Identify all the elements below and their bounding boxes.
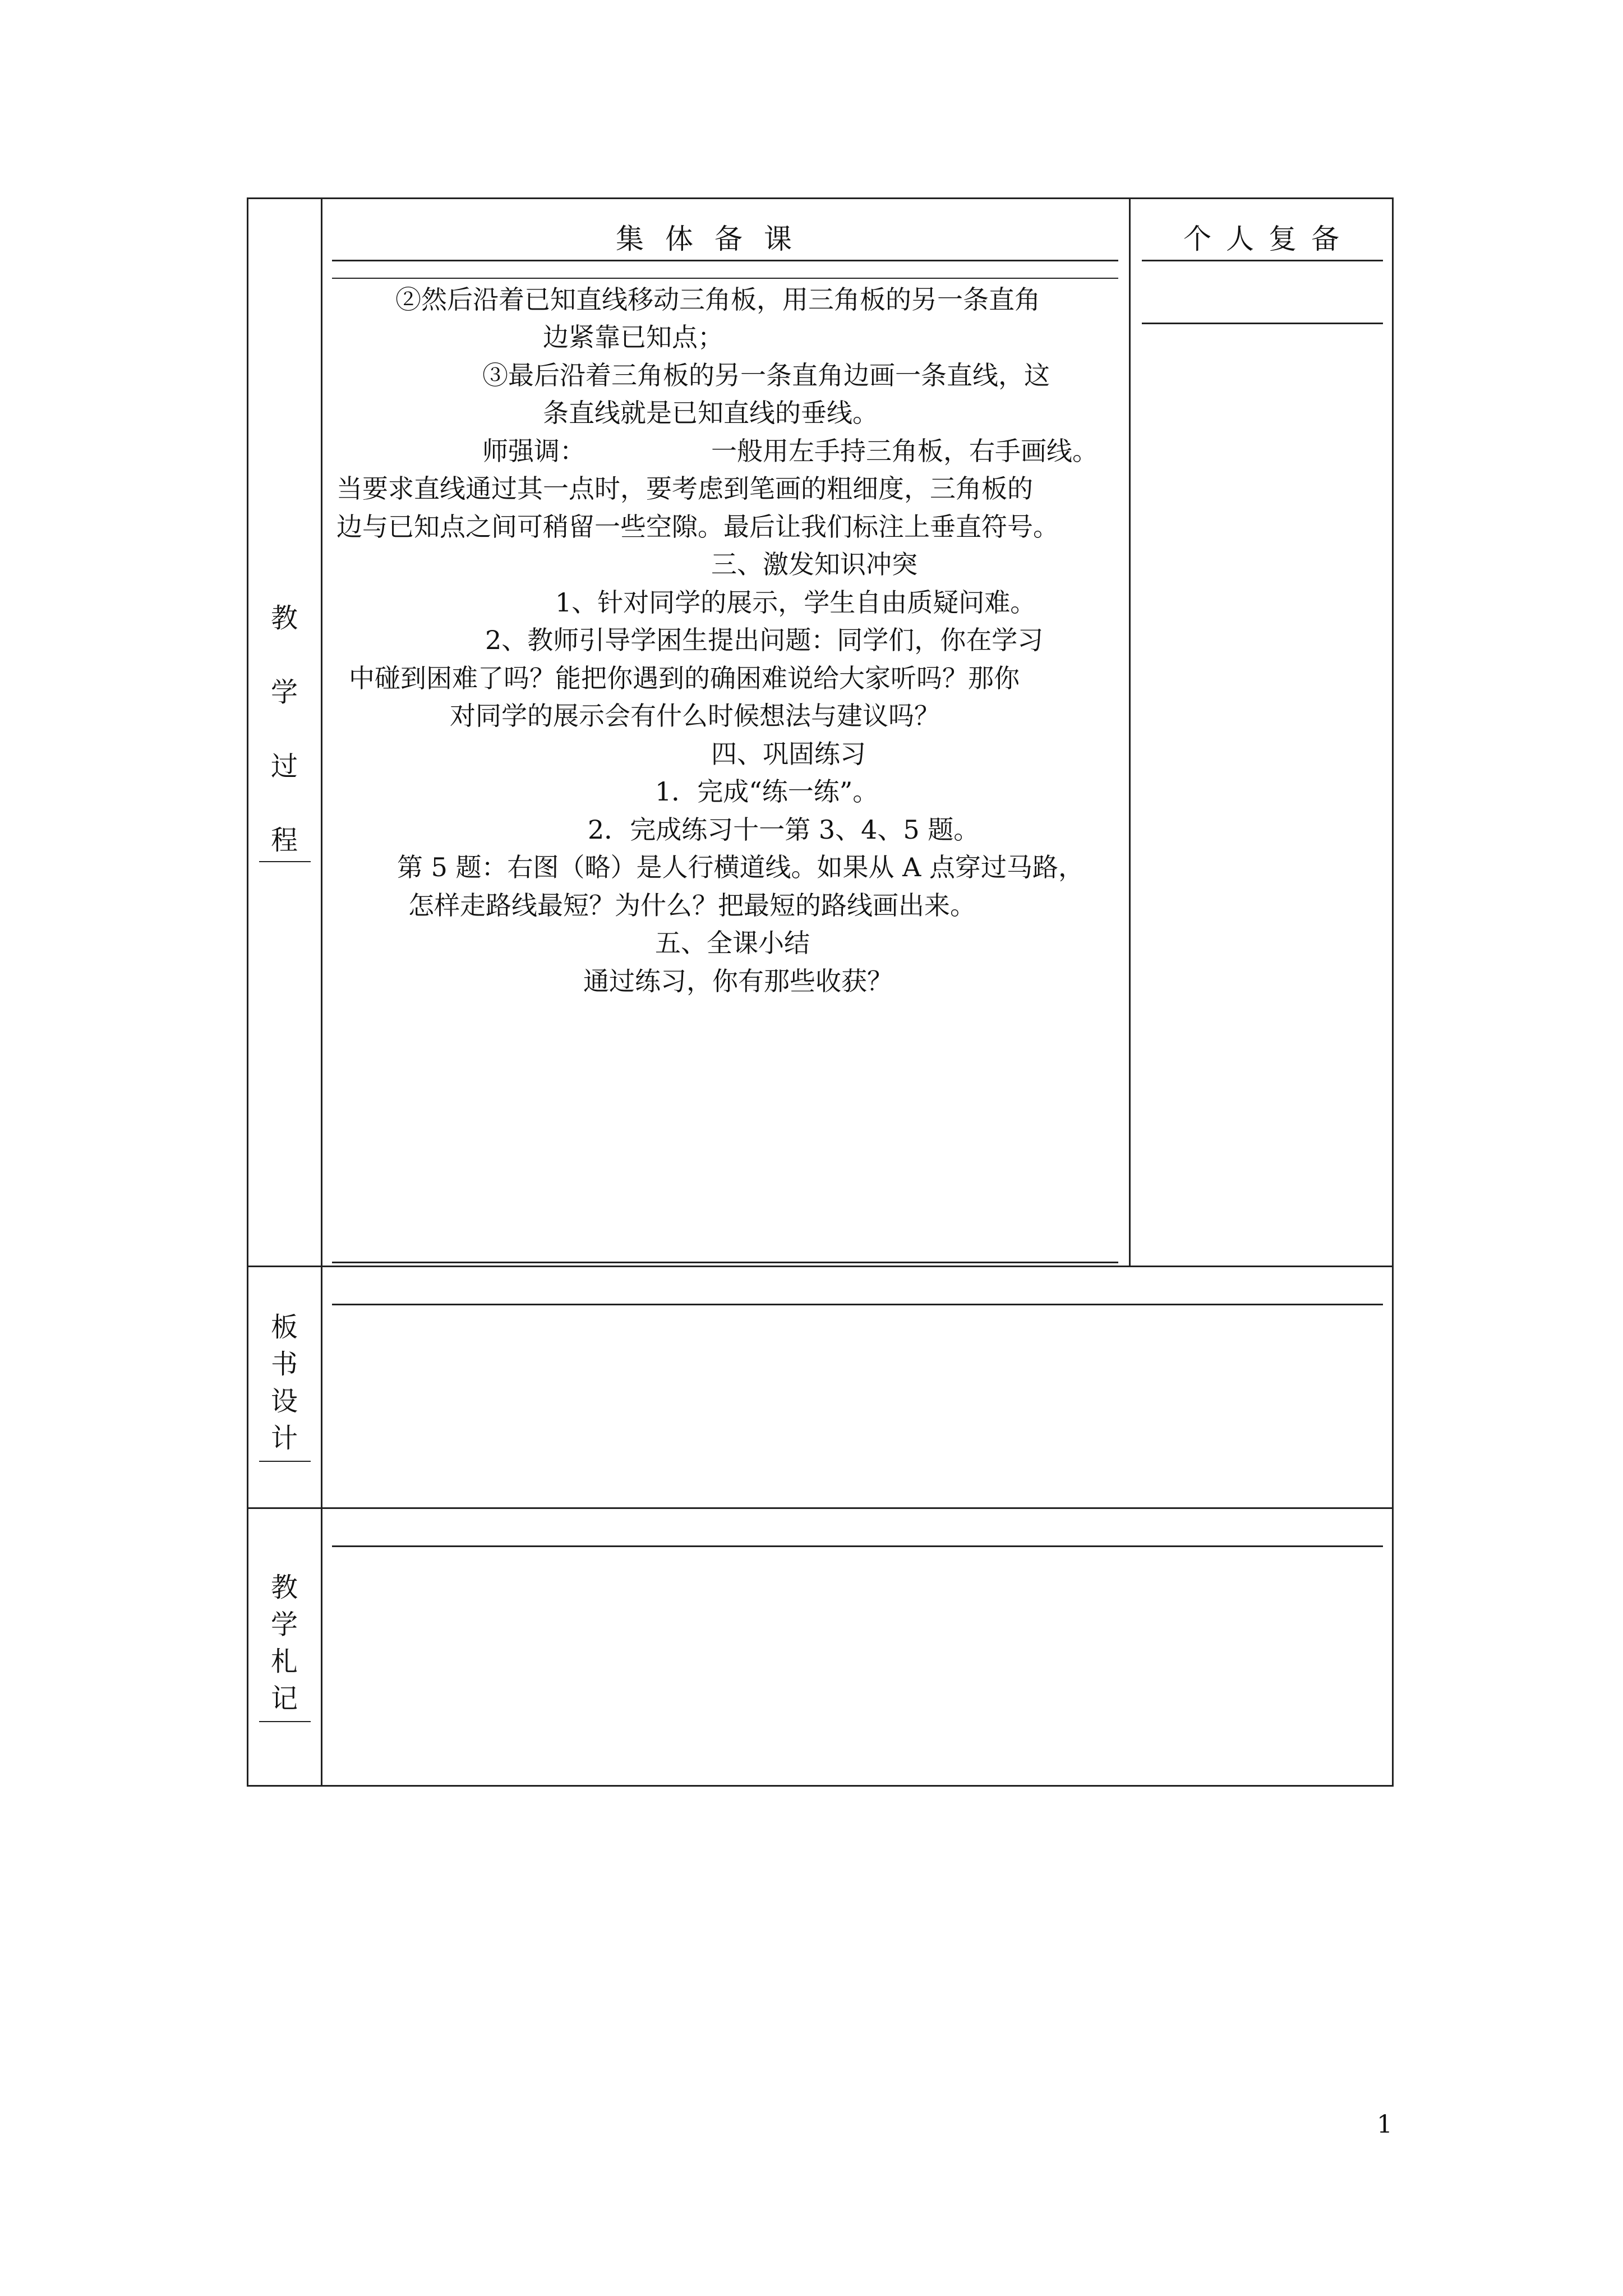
body-line: 第 5 题：右图（略）是人行横道线。如果从 A 点穿过马路， <box>397 852 1084 882</box>
table-bottom-border <box>247 1785 1394 1787</box>
body-line: 2．完成练习十一第 3、4、5 题。 <box>588 815 980 845</box>
table-row-divider-1 <box>247 1266 1394 1267</box>
body-line: 边紧靠已知点； <box>543 322 723 352</box>
body-line: 2、教师引导学困生提出问题：同学们，你在学习 <box>485 625 1044 655</box>
table-top-border <box>247 197 1394 199</box>
table-left-border <box>247 197 248 1787</box>
collective-header-underline <box>332 260 1118 261</box>
process-bottom-rule <box>332 1262 1118 1263</box>
body-line: 边与已知点之间可稍留一些空隙。最后让我们标注上垂直符号。 <box>336 512 1059 542</box>
personal-column-divider <box>1129 197 1131 1267</box>
collective-title: 集体备课 <box>616 223 813 255</box>
personal-header-underline <box>1142 260 1383 261</box>
board-label-underline <box>259 1461 311 1462</box>
board-design-rule <box>332 1304 1383 1305</box>
body-line: 条直线就是已知直线的垂线。 <box>543 398 878 428</box>
teaching-notes-rule <box>332 1545 1383 1547</box>
page-number: 1 <box>1377 2110 1393 2139</box>
body-line: 四、巩固练习 <box>711 739 866 769</box>
body-line: 一般用左手持三角板，右手画线。 <box>711 436 1098 466</box>
body-line: 怎样走路线最短？为什么？把最短的路线画出来。 <box>408 890 976 921</box>
collective-header-underline-2 <box>332 278 1118 279</box>
body-line: 中碰到困难了吗？能把你遇到的确困难说给大家听吗？那你 <box>349 663 1020 693</box>
body-line: 五、全课小结 <box>655 928 810 958</box>
personal-title: 个人复备 <box>1183 223 1354 255</box>
body-line: 三、激发知识冲突 <box>711 549 917 579</box>
body-line: 对同学的展示会有什么时候想法与建议吗？ <box>450 701 940 731</box>
body-line: 通过练习，你有那些收获？ <box>583 966 893 996</box>
personal-header-underline-2 <box>1142 323 1383 324</box>
body-line: 1．完成“练一练”。 <box>655 776 879 807</box>
process-label-underline <box>259 861 311 862</box>
label-column-divider <box>321 197 322 1787</box>
body-line: 1、针对同学的展示，学生自由质疑问难。 <box>555 587 1036 618</box>
body-line: ②然后沿着已知直线移动三角板，用三角板的另一条直角 <box>395 284 1040 315</box>
table-row-divider-2 <box>247 1507 1394 1509</box>
notes-label-underline <box>259 1721 311 1722</box>
body-line: 当要求直线通过其一点时，要考虑到笔画的粗细度，三角板的 <box>336 473 1033 504</box>
body-line: 师强调： <box>482 436 585 466</box>
body-line: ③最后沿着三角板的另一条直角边画一条直线，这 <box>482 360 1050 390</box>
table-right-border <box>1392 197 1394 1787</box>
